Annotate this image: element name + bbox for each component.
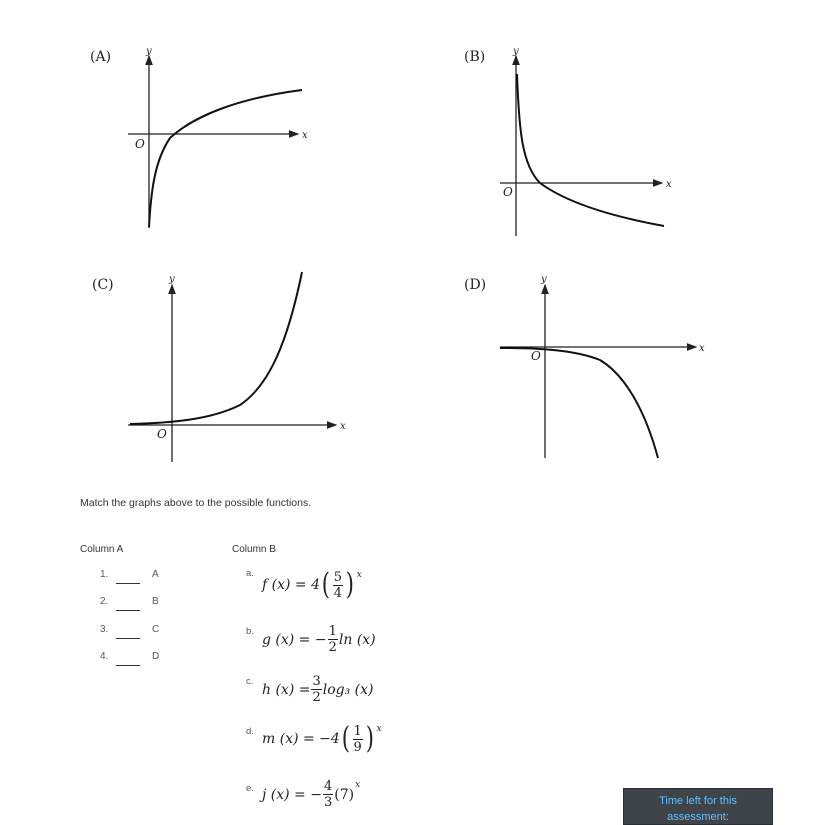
graph-a-origin: O <box>135 137 145 151</box>
function-rhs: ln (x) <box>338 631 376 648</box>
function-label: d. <box>246 726 254 737</box>
row-letter: C <box>152 624 160 635</box>
graph-a-label: (A) <box>90 49 112 65</box>
timer-line-2: assessment: <box>667 811 729 823</box>
function-rhs: (7) <box>334 786 355 803</box>
graph-b <box>464 46 672 236</box>
exponent: x <box>355 779 361 790</box>
answer-blank[interactable] <box>116 638 140 639</box>
instructions-text: Match the graphs above to the possible functions. <box>80 497 312 509</box>
function-lhs: m (x) = −4 <box>262 731 340 747</box>
function-b <box>262 625 376 654</box>
answer-blank[interactable] <box>116 583 140 584</box>
function-label: b. <box>246 626 254 637</box>
graph-b-x-label: x <box>666 179 672 190</box>
column-a-header: Column A <box>80 544 124 555</box>
function-a: f (x) = 4 ( $\frac{5}{4}$ ) $^x$ <box>262 567 362 602</box>
graph-d-origin: O <box>531 349 541 363</box>
function-lhs: g (x) = − <box>262 631 327 648</box>
graph-a-x-label: x <box>302 130 308 141</box>
answer-blank[interactable] <box>116 665 140 666</box>
row-number: 4. <box>100 651 109 662</box>
graph-a <box>90 46 308 228</box>
graph-c-origin: O <box>157 427 167 441</box>
fraction: $\frac{1}{2}$ <box>328 624 337 655</box>
row-number: 3. <box>100 624 109 635</box>
graph-a-y-label: y <box>146 46 152 57</box>
exponent: x <box>376 724 382 734</box>
graph-c <box>92 272 346 462</box>
row-letter: A <box>152 569 159 580</box>
graph-d-y-label: y <box>541 274 547 285</box>
function-label: c. <box>246 676 254 687</box>
graph-c-y-label: y <box>169 274 175 285</box>
function-lhs: j (x) = − <box>262 786 322 803</box>
function-lhs: h (x) = <box>262 681 311 698</box>
graph-d-label: (D) <box>464 277 487 293</box>
graph-d <box>464 274 705 458</box>
graph-c-label: (C) <box>92 277 114 293</box>
exponent: x <box>356 570 362 580</box>
function-e <box>262 780 360 809</box>
graph-d-curve <box>500 348 658 458</box>
row-letter: B <box>152 596 159 607</box>
row-number: 1. <box>100 569 109 580</box>
function-label: a. <box>246 568 254 579</box>
fraction: $\frac{1}{9}$ <box>353 723 362 755</box>
function-rhs: log₃ (x) <box>322 681 374 698</box>
row-number: 2. <box>100 596 109 607</box>
timer-line-1: Time left for this <box>659 795 737 807</box>
function-label: e. <box>246 783 254 794</box>
graph-c-x-label: x <box>340 421 346 432</box>
time-left-panel <box>623 788 773 825</box>
fraction: $\frac{4}{3}$ <box>323 779 333 810</box>
answer-blank[interactable] <box>116 610 140 611</box>
graph-b-curve <box>517 74 664 226</box>
row-letter: D <box>152 651 160 662</box>
graph-a-curve <box>149 90 302 227</box>
function-d: m (x) = −4 ( $\frac{1}{9}$ ) $^x$ <box>262 721 382 756</box>
function-c <box>262 675 374 704</box>
graph-d-x-label: x <box>699 343 705 354</box>
fraction: $\frac{5}{4}$ <box>333 569 342 601</box>
graph-c-curve <box>130 272 302 424</box>
column-b-header: Column B <box>232 544 276 555</box>
graph-b-origin: O <box>503 185 513 199</box>
graph-b-label: (B) <box>464 49 486 65</box>
fraction: $\frac{3}{2}$ <box>312 674 321 705</box>
function-lhs: f (x) = 4 <box>262 577 320 593</box>
graph-b-y-label: y <box>513 46 519 57</box>
